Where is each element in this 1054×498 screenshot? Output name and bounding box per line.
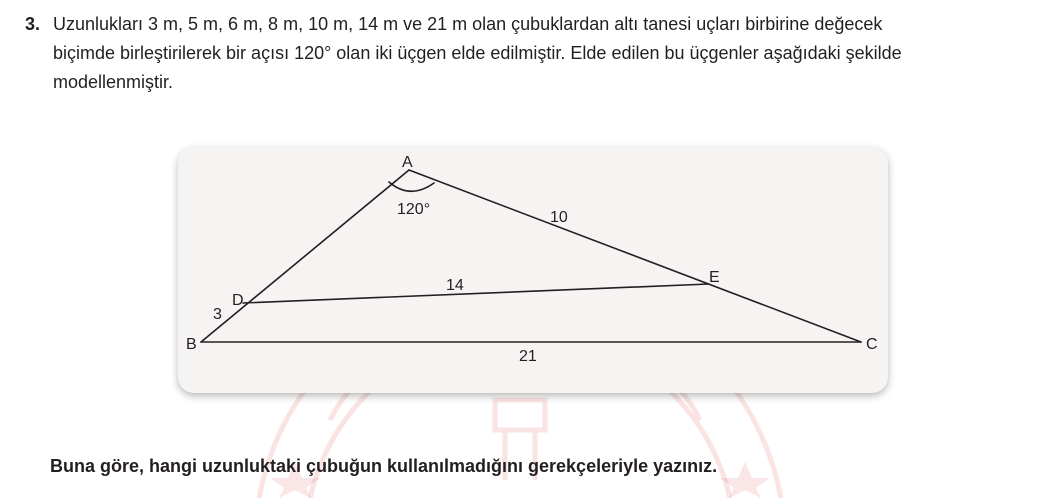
segment-label-ae: 10 <box>550 209 568 226</box>
segment-label-bc: 21 <box>519 348 537 365</box>
angle-arc <box>389 182 434 191</box>
segment-label-de: 14 <box>446 277 464 294</box>
point-label-e: E <box>709 269 720 286</box>
point-label-c: C <box>866 336 878 353</box>
point-label-a: A <box>402 154 413 171</box>
segment-de <box>243 284 709 303</box>
segment-ac <box>409 170 861 342</box>
question-number: 3. <box>25 14 41 34</box>
segment-label-bd: 3 <box>213 306 222 323</box>
angle-label: 120° <box>397 201 431 218</box>
question-text: Uzunlukları 3 m, 5 m, 6 m, 8 m, 10 m, 14 m ve 21 m olan çubuklardan altı tanesi uçları birbirine değecek biçimde birleştirilerek bir açısı 120° olan iki üçgen elde edilmiştir. Elde edilen bu üçgenler aşağıdaki şekilde modellenmiştir. <box>53 14 902 92</box>
point-label-d: D <box>232 292 244 309</box>
point-label-b: B <box>186 336 197 353</box>
question-prompt: Buna göre, hangi uzunluktaki çubuğun kullanılmadığını gerekçeleriyle yazınız. <box>50 456 718 476</box>
segment-ab <box>201 170 409 342</box>
